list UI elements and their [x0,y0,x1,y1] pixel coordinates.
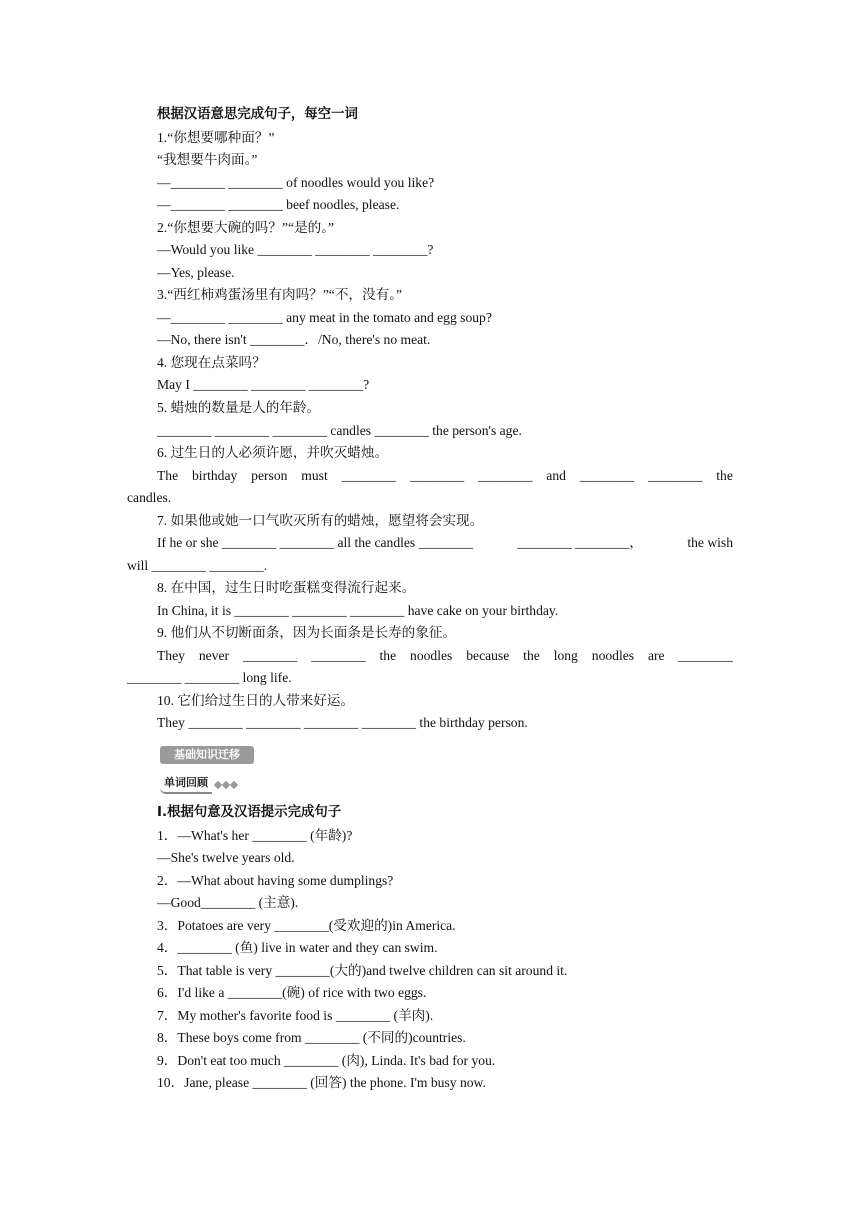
q6-prompt: 6. 过生日的人必须许愿，并吹灭蜡烛。 [157,445,389,460]
word: long [553,648,578,663]
word: The [157,468,179,483]
q2-line-2: —Yes, please. [157,265,235,280]
q2-line-1: —Would you like ________ ________ ________? [157,242,434,257]
part1-line: 3．Potatoes are very ________(受欢迎的)in America. [157,918,456,933]
diamond-decoration-icon [215,782,237,788]
subsection-tag-label: 单词回顾 [160,774,212,794]
q1-line-2: —________ ________ beef noodles, please. [157,197,400,212]
blank: ________ [478,468,533,483]
word: birthday [192,468,238,483]
q8-line-1: In China, it is ________ ________ ________ have cake on your birthday. [157,603,559,618]
q7-prompt: 7. 如果他或她一口气吹灭所有的蜡烛，愿望将会实现。 [157,513,484,528]
word: noodles [591,648,635,663]
q1-prompt-2: “我想要牛肉面。” [157,152,258,167]
q4-prompt: 4. 您现在点菜吗？ [157,355,266,370]
q8-prompt: 8. 在中国，过生日时吃蛋糕变得流行起来。 [157,580,416,595]
blank: ________ [579,468,635,483]
q9-line-2: ________ ________ long life. [127,670,292,685]
q3-prompt: 3.“西红柿鸡蛋汤里有肉吗？”“不，没有。” [157,287,403,302]
word: the [523,648,540,663]
q6-line-2: candles. [127,490,172,505]
part1-line: 10．Jane, please ________ (回答) the phone. I'm busy now. [157,1075,486,1090]
segment: the wish [687,535,733,550]
subsection-tag [160,774,237,794]
q7-line-2: will ________ ________. [127,558,268,573]
q1-prompt: 1.“你想要哪种面？” [157,130,275,145]
word: are [647,648,665,663]
q3-line-2: —No, there isn't ________．/No, there's no meat. [157,332,431,347]
part1-line: 4．________ (鱼) live in water and they can swim. [157,940,438,955]
q4-line-1: May I ________ ________ ________? [157,377,370,392]
word: never [198,648,230,663]
q5-line-1: ________ ________ ________ candles ________ the person's age. [157,423,522,438]
q3-line-1: —________ ________ any meat in the tomato and egg soup? [157,310,492,325]
part1-title: Ⅰ.根据句意及汉语提示完成句子 [157,805,342,820]
q6-line-1 [157,467,733,485]
part1-line: 2．—What about having some dumplings? [157,873,394,888]
part1-line: 5．That table is very ________(大的)and twelve children can sit around it. [157,963,568,978]
word: the [379,648,397,663]
part1-line: 6．I'd like a ________(碗) of rice with two eggs. [157,985,427,1000]
part1-line: —She's twelve years old. [157,850,295,865]
section-title: 根据汉语意思完成句子，每空一词 [157,107,358,122]
section-badge: 基础知识迁移 [160,746,254,764]
q9-prompt: 9. 他们从不切断面条，因为长面条是长寿的象征。 [157,625,457,640]
blank: ________ [311,648,366,663]
q9-line-1 [157,647,733,665]
word: and [546,468,566,483]
blank: ________ [242,648,298,663]
part1-line: 7．My mother's favorite food is ________ (羊肉). [157,1008,434,1023]
q2-prompt: 2.“你想要大碗的吗？”“是的。” [157,220,335,235]
blank: ________ [678,648,733,663]
word: must [301,468,328,483]
q10-prompt: 10. 它们给过生日的人带来好运。 [157,693,355,708]
blank: ________ [648,468,703,483]
segment: If he or she ________ ________ all the candles ________ [157,535,473,550]
word: because [466,648,510,663]
q5-prompt: 5. 蜡烛的数量是人的年龄。 [157,400,321,415]
part1-line: 1．—What's her ________ (年龄)? [157,828,353,843]
q10-line-1: They ________ ________ ________ ________ the birthday person. [157,715,528,730]
part1-line: 9．Don't eat too much ________ (肉), Linda. It's bad for you. [157,1053,496,1068]
segment: ________ ________， [517,535,644,550]
word: the [716,468,733,483]
word: person [251,468,288,483]
q1-line-1: —________ ________ of noodles would you like? [157,175,435,190]
q7-line-1 [157,534,733,552]
word: noodles [410,648,453,663]
part1-line: 8．These boys come from ________ (不同的)countries. [157,1030,466,1045]
blank: ________ [409,468,465,483]
part1-line: —Good________ (主意). [157,895,299,910]
blank: ________ [341,468,396,483]
word: They [157,648,185,663]
